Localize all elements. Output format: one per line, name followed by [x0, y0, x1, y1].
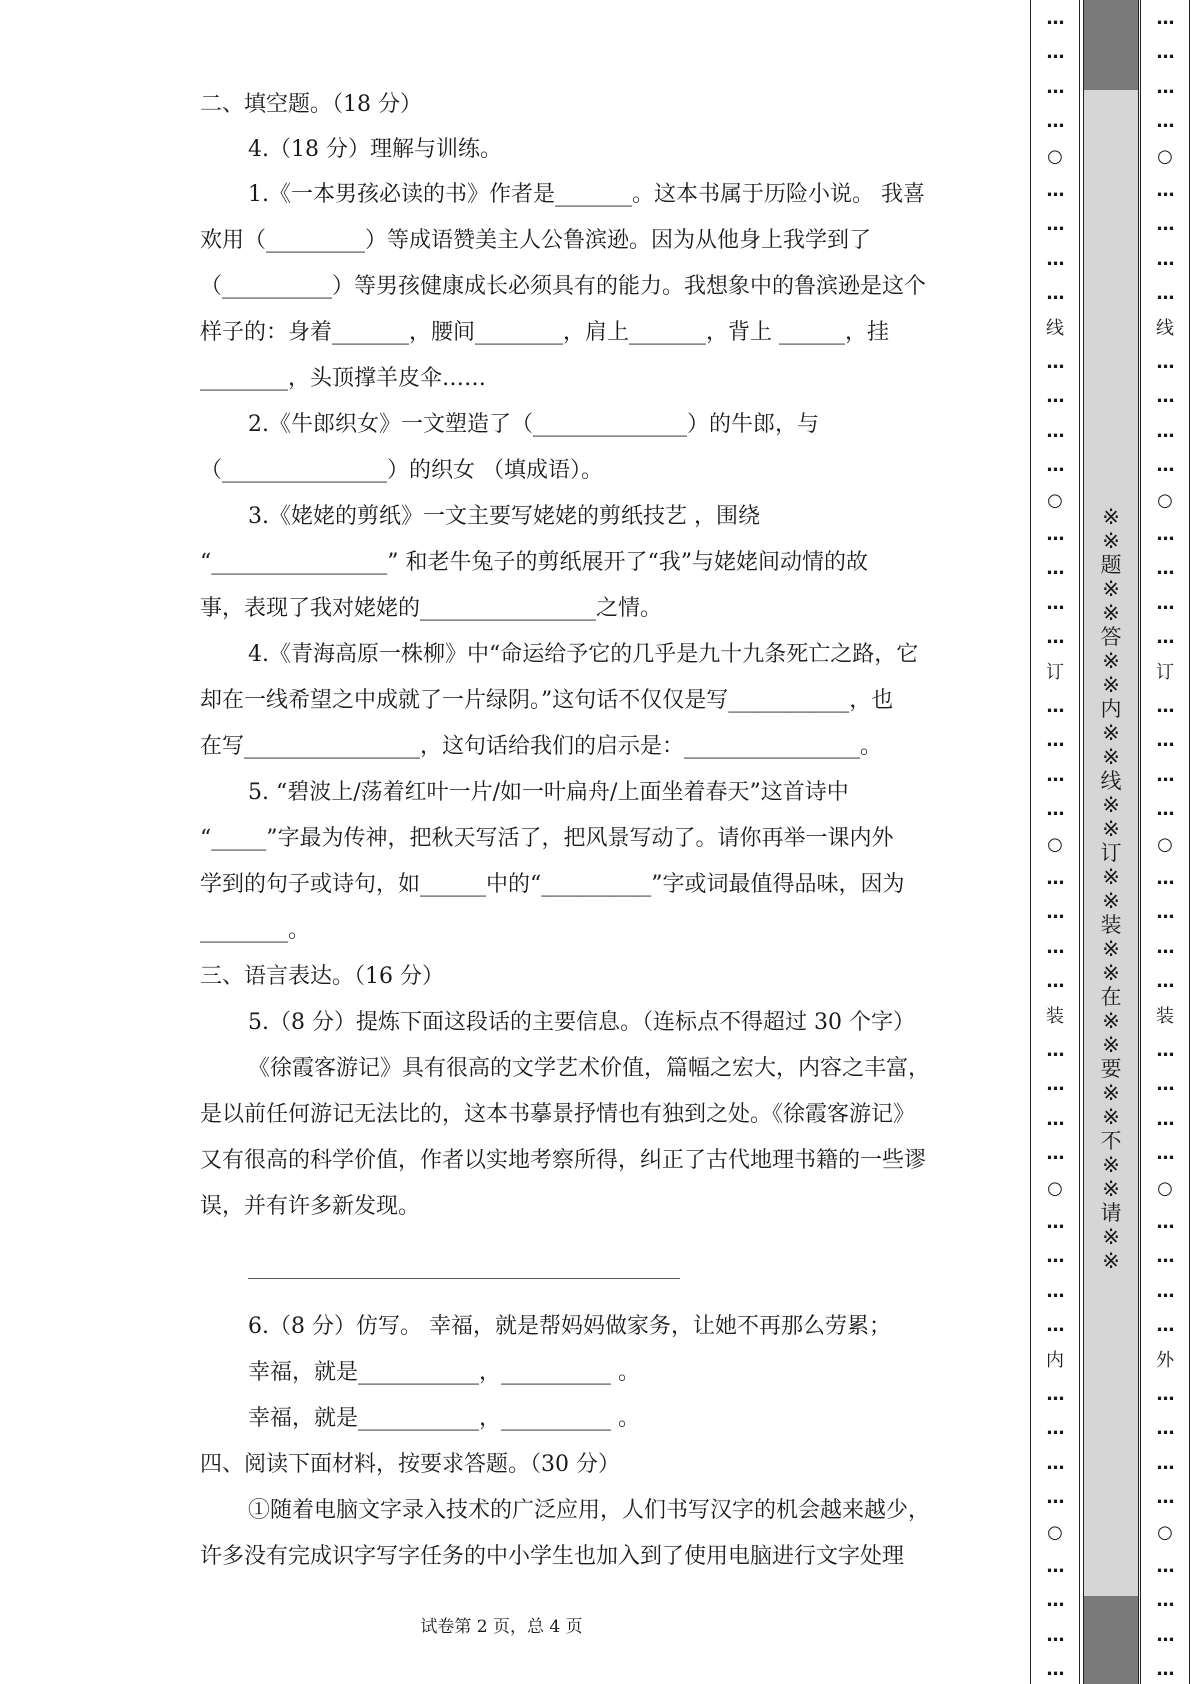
- question-line: 2.《牛郎织女》一文塑造了（______________）的牛郎，与: [248, 412, 819, 437]
- binding-dots: …: [1046, 386, 1064, 408]
- warning-char: ※: [1102, 865, 1120, 889]
- warning-char: ※: [1102, 601, 1120, 625]
- binding-dots: …: [1046, 868, 1064, 889]
- binding-label: 线: [1156, 317, 1174, 339]
- warning-char: ※: [1102, 937, 1120, 961]
- binding-dots: …: [1046, 76, 1064, 98]
- binding-dots: …: [1046, 696, 1064, 717]
- warning-char: ※: [1102, 529, 1120, 553]
- warning-char: ※: [1102, 1153, 1120, 1177]
- binding-dots: …: [1156, 1246, 1174, 1268]
- binding-dots: …: [1046, 1556, 1064, 1577]
- binding-label: 订: [1156, 661, 1174, 683]
- question-line: 4.（18 分）理解与训练。: [248, 137, 502, 162]
- warning-char: 要: [1100, 1057, 1122, 1081]
- binding-circle-mark: ○: [1047, 145, 1063, 167]
- binding-dots: …: [1156, 1418, 1174, 1440]
- passage-line: ①随着电脑文字录入技术的广泛应用，人们书写汉字的机会越来越少，: [248, 1498, 931, 1523]
- warning-char: ※: [1102, 793, 1120, 817]
- binding-dots: …: [1046, 1143, 1064, 1165]
- binding-dots: …: [1156, 420, 1174, 442]
- warning-char: ※: [1102, 817, 1120, 841]
- question-line: 5. “碧波上/荡着红叶一片/如一叶扁舟/上面坐着春天”这首诗中: [248, 780, 849, 805]
- binding-label: 装: [1046, 1005, 1064, 1027]
- binding-dots: …: [1156, 1624, 1174, 1646]
- binding-dots: …: [1156, 902, 1174, 924]
- question-line: 学到的句子或诗句，如______中的“__________”字或词最值得品味，因为: [200, 872, 905, 897]
- passage-line: 《徐霞客游记》具有很高的文学艺术价值，篇幅之宏大，内容之丰富，: [248, 1056, 931, 1081]
- binding-dots: …: [1156, 971, 1174, 993]
- binding-circle-mark: ○: [1047, 833, 1063, 855]
- question-line: 欢用（_________）等成语赞美主人公鲁滨逊。因为从他身上我学到了: [200, 228, 872, 253]
- section-title: 二、填空题。（18 分）: [200, 92, 422, 117]
- binding-dots: …: [1046, 180, 1064, 201]
- binding-dots: …: [1156, 1452, 1174, 1474]
- warning-char: ※: [1102, 961, 1120, 985]
- binding-dots: …: [1156, 558, 1174, 580]
- binding-dots: …: [1156, 1556, 1174, 1577]
- binding-circle-mark: ○: [1157, 833, 1173, 855]
- binding-warning-band: [1083, 0, 1139, 1684]
- warning-char: ※: [1102, 1249, 1120, 1273]
- binding-dots: …: [1156, 1108, 1174, 1130]
- binding-label: 外: [1156, 1349, 1174, 1371]
- binding-dots: …: [1156, 1280, 1174, 1302]
- binding-warning-text: [1084, 505, 1138, 1273]
- question-line: 样子的：身着_______，腰间________，肩上_______，背上 ______，挂: [200, 320, 889, 345]
- warning-char: ※: [1102, 505, 1120, 529]
- binding-label: 线: [1046, 317, 1064, 339]
- warning-char: ※: [1102, 745, 1120, 769]
- binding-dots: …: [1156, 1590, 1174, 1612]
- question-line: 1.《一本男孩必读的书》作者是_______。这本书属于历险小说。 我喜: [248, 182, 925, 207]
- binding-dots: …: [1046, 214, 1064, 236]
- binding-label: 装: [1156, 1005, 1174, 1027]
- warning-char: ※: [1102, 673, 1120, 697]
- warning-char: 在: [1100, 985, 1122, 1009]
- page-footer: 试卷第 2 页，总 4 页: [420, 1617, 583, 1637]
- binding-circle-mark: ○: [1157, 1177, 1173, 1199]
- question-line: ________。: [200, 918, 311, 943]
- binding-dots: …: [1046, 1452, 1064, 1474]
- passage-line: 许多没有完成识字写字任务的中小学生也加入到了使用电脑进行文字处理: [200, 1544, 905, 1569]
- binding-dots: …: [1046, 1384, 1064, 1405]
- binding-dots: …: [1046, 1040, 1064, 1061]
- binding-dots: …: [1156, 42, 1174, 64]
- binding-dots: …: [1156, 799, 1174, 821]
- warning-char: ※: [1102, 1225, 1120, 1249]
- binding-dots: …: [1046, 248, 1064, 270]
- binding-dots: …: [1156, 455, 1174, 477]
- answer-line: [248, 1278, 680, 1279]
- binding-dots: …: [1046, 764, 1064, 786]
- binding-dots: …: [1046, 902, 1064, 924]
- binding-dots: …: [1156, 524, 1174, 545]
- binding-dots: …: [1156, 592, 1174, 614]
- binding-dots: …: [1156, 352, 1174, 373]
- binding-dots: …: [1156, 111, 1174, 133]
- binding-dots: …: [1156, 1315, 1174, 1337]
- binding-dots: …: [1046, 42, 1064, 64]
- warning-char: 题: [1100, 553, 1122, 577]
- binding-dots: …: [1156, 1384, 1174, 1405]
- binding-dots: …: [1046, 592, 1064, 614]
- binding-dots: …: [1046, 1280, 1064, 1302]
- passage-line: 误，并有许多新发现。: [200, 1194, 421, 1219]
- binding-label: 订: [1046, 661, 1064, 683]
- binding-dots: …: [1046, 111, 1064, 133]
- binding-dots: …: [1046, 420, 1064, 442]
- binding-circle-mark: ○: [1157, 1521, 1173, 1543]
- binding-column-inner: [1030, 0, 1080, 1684]
- binding-dots: …: [1046, 1624, 1064, 1646]
- warning-char: 线: [1100, 769, 1122, 793]
- question-line: 事，表现了我对姥姥的________________之情。: [200, 596, 663, 621]
- binding-dots: …: [1046, 1108, 1064, 1130]
- question-line: 6.（8 分）仿写。 幸福，就是帮妈妈做家务，让她不再那么劳累；: [248, 1314, 891, 1339]
- binding-dots: …: [1156, 1659, 1174, 1681]
- binding-column-outer: [1140, 0, 1190, 1684]
- question-line: 5.（8 分）提炼下面这段话的主要信息。（连标点不得超过 30 个字）: [248, 1010, 915, 1035]
- binding-dots: …: [1046, 936, 1064, 958]
- warning-char: ※: [1102, 721, 1120, 745]
- binding-dots: …: [1046, 8, 1064, 29]
- question-line: 却在一线希望之中成就了一片绿阴。”这句话不仅仅是写___________，也: [200, 688, 894, 713]
- binding-dots: …: [1156, 868, 1174, 889]
- binding-dots: …: [1046, 1315, 1064, 1337]
- binding-dots: …: [1046, 558, 1064, 580]
- binding-dots: …: [1046, 352, 1064, 373]
- binding-dots: …: [1046, 283, 1064, 305]
- binding-dots: …: [1046, 455, 1064, 477]
- binding-dots: …: [1156, 214, 1174, 236]
- binding-circle-mark: ○: [1047, 489, 1063, 511]
- binding-dots: …: [1156, 248, 1174, 270]
- warning-char: 请: [1100, 1201, 1122, 1225]
- warning-char: 内: [1100, 697, 1122, 721]
- passage-line: 是以前任何游记无法比的，这本书摹景抒情也有独到之处。《徐霞客游记》: [200, 1102, 916, 1127]
- binding-dots: …: [1156, 764, 1174, 786]
- warning-char: ※: [1102, 1009, 1120, 1033]
- binding-dots: …: [1156, 8, 1174, 29]
- question-line: ________，头顶撑羊皮伞……: [200, 366, 487, 391]
- passage-line: 又有很高的科学价值，作者以实地考察所得，纠正了古代地理书籍的一些谬: [200, 1148, 927, 1173]
- binding-dots: …: [1046, 1246, 1064, 1268]
- binding-dots: …: [1156, 180, 1174, 201]
- binding-dots: …: [1156, 730, 1174, 752]
- question-line: 在写________________，这句话给我们的启示是：________________。: [200, 734, 883, 759]
- binding-dots: …: [1046, 1659, 1064, 1681]
- binding-dots: …: [1046, 524, 1064, 545]
- band-dark-bottom: [1084, 1596, 1138, 1684]
- warning-char: ※: [1102, 889, 1120, 913]
- warning-char: ※: [1102, 1105, 1120, 1129]
- binding-dots: …: [1046, 1418, 1064, 1440]
- warning-char: ※: [1102, 577, 1120, 601]
- question-line: 幸福，就是___________，__________ 。: [248, 1406, 640, 1431]
- warning-char: 不: [1100, 1129, 1122, 1153]
- binding-dots: …: [1156, 696, 1174, 717]
- binding-dots: …: [1046, 1212, 1064, 1233]
- binding-circle-mark: ○: [1157, 145, 1173, 167]
- question-line: （__________）等男孩健康成长必须具有的能力。我想象中的鲁滨逊是这个: [200, 274, 927, 299]
- binding-dots: …: [1046, 627, 1064, 649]
- binding-dots: …: [1156, 627, 1174, 649]
- binding-dots: …: [1046, 799, 1064, 821]
- warning-char: ※: [1102, 1081, 1120, 1105]
- warning-char: 订: [1100, 841, 1122, 865]
- binding-dots: …: [1046, 1487, 1064, 1509]
- binding-dots: …: [1156, 76, 1174, 98]
- warning-char: ※: [1102, 1033, 1120, 1057]
- binding-dots: …: [1156, 386, 1174, 408]
- binding-dots: …: [1156, 283, 1174, 305]
- binding-dots: …: [1156, 1040, 1174, 1061]
- section-title: 四、阅读下面材料，按要求答题。（30 分）: [200, 1452, 620, 1477]
- binding-circle-mark: ○: [1047, 1521, 1063, 1543]
- binding-dots: …: [1156, 1143, 1174, 1165]
- question-line: “_____”字最为传神，把秋天写活了，把风景写动了。请你再举一课内外: [200, 826, 894, 851]
- binding-dots: …: [1046, 1590, 1064, 1612]
- question-line: 4.《青海高原一株柳》中“命运给予它的几乎是九十九条死亡之路，它: [248, 642, 919, 667]
- binding-dots: …: [1156, 1074, 1174, 1096]
- question-line: 3.《姥姥的剪纸》一文主要写姥姥的剪纸技艺 ，围绕: [248, 504, 760, 529]
- warning-char: ※: [1102, 1177, 1120, 1201]
- warning-char: ※: [1102, 649, 1120, 673]
- binding-circle-mark: ○: [1157, 489, 1173, 511]
- binding-dots: …: [1156, 1487, 1174, 1509]
- binding-label: 内: [1046, 1349, 1064, 1371]
- binding-dots: …: [1046, 730, 1064, 752]
- band-dark-top: [1084, 0, 1138, 90]
- binding-dots: …: [1156, 1212, 1174, 1233]
- question-line: “________________” 和老牛兔子的剪纸展开了“我”与姥姥间动情的故: [200, 550, 868, 575]
- binding-dots: …: [1156, 936, 1174, 958]
- question-line: （_______________）的织女 （填成语）。: [200, 458, 603, 483]
- binding-dots: …: [1046, 971, 1064, 993]
- warning-char: 装: [1100, 913, 1122, 937]
- binding-circle-mark: ○: [1047, 1177, 1063, 1199]
- binding-dots: …: [1046, 1074, 1064, 1096]
- section-title: 三、语言表达。（16 分）: [200, 964, 444, 989]
- question-line: 幸福，就是___________，__________ 。: [248, 1360, 640, 1385]
- warning-char: 答: [1100, 625, 1122, 649]
